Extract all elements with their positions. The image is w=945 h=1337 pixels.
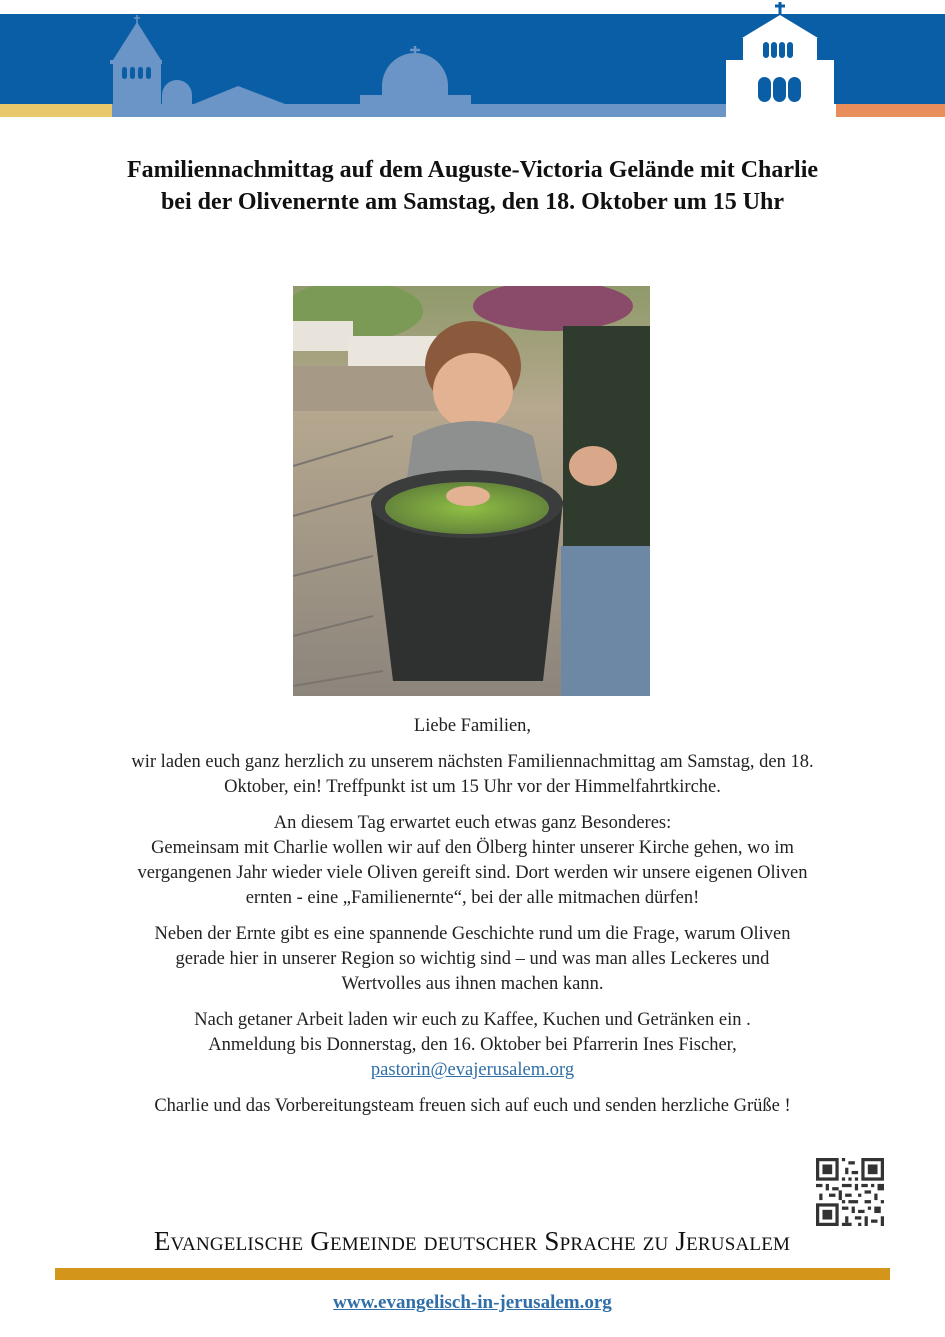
event-photo xyxy=(293,286,650,696)
header-banner xyxy=(0,0,945,125)
organization-name: Evangelische Gemeinde deutscher Sprache zu Jerusalem xyxy=(153,1226,791,1256)
qr-code-graphic xyxy=(816,1158,884,1226)
letter-body xyxy=(40,714,905,1130)
paragraph-special-day: An diesem Tag erwartet euch etwas ganz Besonderes: Gemeinsam mit Charlie wollen wir auf den Ölberg hinter unserer Kirche gehen, wo im vergangenen Jahr wieder viele Oliven gereift sind. Dort werden wir unsere eigenen Oliven ernten - eine „Familienernte“, bei der alle mitmachen dürfen! xyxy=(137,813,808,908)
event-title xyxy=(30,154,915,218)
title-line-2: bei der Olivenernte am Samstag, den 18. Oktober um 15 Uhr xyxy=(160,189,785,215)
greeting: Liebe Familien, xyxy=(413,716,532,736)
jerusalem-skyline-illustration xyxy=(0,0,945,125)
child-with-olive-bucket-image xyxy=(293,286,650,696)
paragraph-invitation: wir laden euch ganz herzlich zu unserem nächsten Familiennachmittag am Samstag, den 18. Oktober, ein! Treffpunkt ist um 15 Uhr vor der Himmelfahrtkirche. xyxy=(131,752,814,797)
banner-left-stripe xyxy=(0,104,115,117)
title-line-1: Familiennachmittag auf dem Auguste-Victoria Gelände mit Charlie xyxy=(126,157,819,183)
banner-right-stripe xyxy=(836,104,945,117)
closing: Charlie und das Vorbereitungsteam freuen sich auf euch und senden herzliche Grüße ! xyxy=(154,1096,791,1116)
paragraph-registration: Nach getaner Arbeit laden wir euch zu Kaffee, Kuchen und Getränken ein . Anmeldung bis Donnerstag, den 16. Oktober bei Pfarrerin Ines Fischer, pastorin@evajerusalem.org xyxy=(194,1010,751,1080)
footer-divider xyxy=(55,1268,890,1280)
qr-code-icon[interactable] xyxy=(816,1158,884,1226)
paragraph-story: Neben der Ernte gibt es eine spannende Geschichte rund um die Frage, warum Oliven gerade hier in unserer Region so wichtig sind – und was man alles Leckeres und Wertvolles aus ihnen machen kann. xyxy=(154,924,791,994)
email-link[interactable]: pastorin@evajerusalem.org xyxy=(370,1060,575,1080)
website-link[interactable]: www.evangelisch-in-jerusalem.org xyxy=(333,1292,612,1313)
